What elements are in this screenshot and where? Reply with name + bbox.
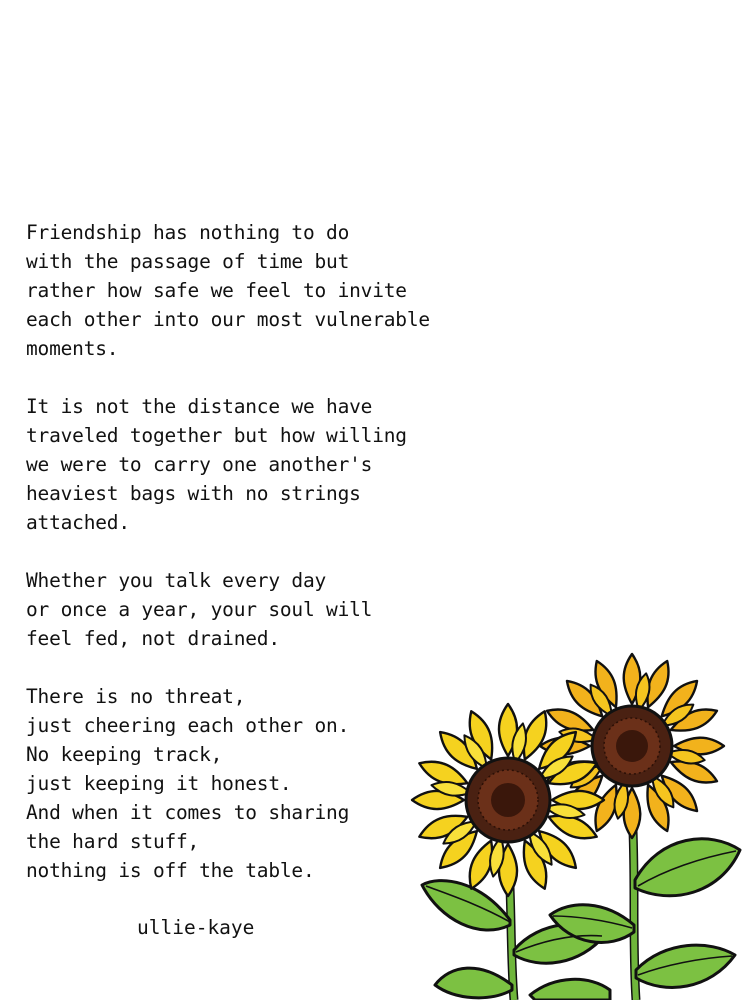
poem-line: Friendship has nothing to do <box>26 221 350 244</box>
poem-line: or once a year, your soul will <box>26 598 373 621</box>
poem-line: moments. <box>26 337 119 360</box>
poem-line: just keeping it honest. <box>26 772 292 795</box>
poem-line: feel fed, not drained. <box>26 627 280 650</box>
poem-line: with the passage of time but <box>26 250 350 273</box>
poem-line: we were to carry one another's <box>26 453 373 476</box>
stanza-3 <box>26 566 546 653</box>
leaves <box>422 839 740 1000</box>
poem-line: And when it comes to sharing <box>26 801 350 824</box>
poem-line: traveled together but how willing <box>26 424 407 447</box>
leaf <box>636 945 735 987</box>
poem-line: No keeping track, <box>26 743 223 766</box>
poem-line: just cheering each other on. <box>26 714 350 737</box>
leaf <box>422 881 510 930</box>
poem-line: There is no threat, <box>26 685 246 708</box>
poem-line: heaviest bags with no strings <box>26 482 361 505</box>
stanza-2 <box>26 392 546 537</box>
leaf <box>635 839 740 896</box>
poem-line: rather how safe we feel to invite <box>26 279 407 302</box>
sunflowers-icon <box>410 650 751 1000</box>
poem-line: Whether you talk every day <box>26 569 327 592</box>
author-signature: ullie-kaye <box>137 916 255 939</box>
stanza-1 <box>26 218 546 363</box>
poem-line: attached. <box>26 511 130 534</box>
poem-line: It is not the distance we have <box>26 395 373 418</box>
poem-line: each other into our most vulnerable <box>26 308 430 331</box>
leaf <box>530 979 610 1000</box>
poem-line: the hard stuff, <box>26 830 200 853</box>
leaf <box>435 968 512 998</box>
poem-line: nothing is off the table. <box>26 859 315 882</box>
sunflower-front <box>412 704 604 896</box>
